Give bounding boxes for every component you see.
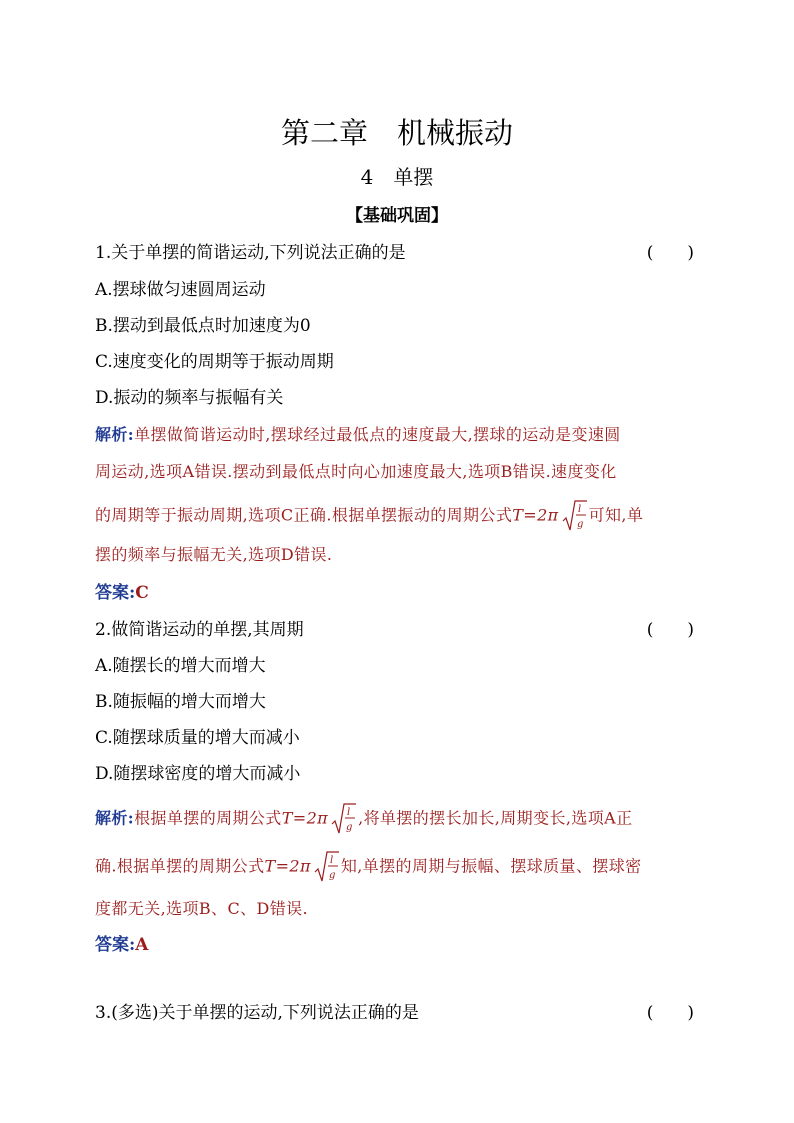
- section-label: 【基础巩固】: [346, 206, 448, 226]
- question-1-option-b: B.摆动到最低点时加速度为0: [95, 316, 311, 336]
- question-2-blank: ( ): [646, 620, 694, 640]
- question-2-option-b: B.随振幅的增大而增大: [95, 692, 266, 712]
- sqrt-l-over-g: [313, 850, 339, 884]
- answer-label: 答案:: [95, 935, 136, 955]
- question-1-option-a: A.摆球做匀速圆周运动: [95, 280, 266, 300]
- period-formula: T=2π: [281, 808, 329, 828]
- question-3-stem: 3.(多选)关于单摆的运动,下列说法正确的是: [95, 1003, 419, 1023]
- question-1-option-c: C.速度变化的周期等于振动周期: [95, 352, 334, 372]
- sqrt-l-over-g: [330, 802, 356, 836]
- question-1-explanation-line-3: 的周期等于振动周期,选项C正确.根据单摆振动的周期公式T=2π l g 可知,单: [95, 499, 699, 533]
- svg-text:g: g: [346, 822, 353, 833]
- question-1-stem: 1.关于单摆的简谐运动,下列说法正确的是: [95, 243, 406, 263]
- period-formula: T=2π: [512, 505, 559, 525]
- question-2-option-c: C.随摆球质量的增大而减小: [95, 728, 300, 748]
- question-3-blank: ( ): [646, 1003, 694, 1023]
- question-1-explanation-line-4: 摆的频率与振幅无关,选项D错误.: [95, 545, 333, 564]
- question-2-explanation-line-2: 确.根据单摆的周期公式T=2π l g 知,单摆的周期与振幅、摆球质量、摆球密: [95, 850, 699, 884]
- period-formula: T=2π: [264, 856, 311, 876]
- chapter-title: 第二章 机械振动: [280, 116, 513, 150]
- question-2-explanation-line-1: 解析:根据单摆的周期公式T=2π l g ,将单摆的摆长加长,周期变长,选项A正: [95, 802, 699, 836]
- question-2-explanation-line-3: 度都无关,选项B、C、D错误.: [95, 899, 309, 918]
- answer-label: 答案:: [95, 583, 136, 603]
- lesson-title: 4 单摆: [360, 165, 434, 189]
- explanation-label: 解析:: [95, 808, 135, 828]
- question-1-explanation-line-1: 解析:单摆做简谐运动时,摆球经过最低点的速度最大,摆球的运动是变速圆: [95, 425, 621, 444]
- svg-text:l: l: [329, 855, 334, 866]
- svg-text:l: l: [577, 504, 582, 515]
- question-2-answer: 答案:A: [95, 935, 149, 955]
- question-1-option-d: D.振动的频率与振幅有关: [95, 388, 284, 408]
- svg-text:g: g: [328, 870, 336, 881]
- question-1-answer: 答案:C: [95, 583, 149, 603]
- sqrt-l-over-g: [561, 499, 587, 533]
- question-2-option-d: D.随摆球密度的增大而减小: [95, 764, 301, 784]
- question-1-explanation-line-2: 周运动,选项A错误.摆动到最低点时向心加速度最大,选项B错误.速度变化: [95, 462, 617, 481]
- svg-text:g: g: [576, 519, 584, 530]
- question-2-stem: 2.做简谐运动的单摆,其周期: [95, 620, 304, 640]
- svg-text:l: l: [347, 807, 351, 818]
- question-1-blank: ( ): [646, 243, 694, 263]
- explanation-label: 解析:: [95, 425, 135, 444]
- question-2-option-a: A.随摆长的增大而增大: [95, 656, 266, 676]
